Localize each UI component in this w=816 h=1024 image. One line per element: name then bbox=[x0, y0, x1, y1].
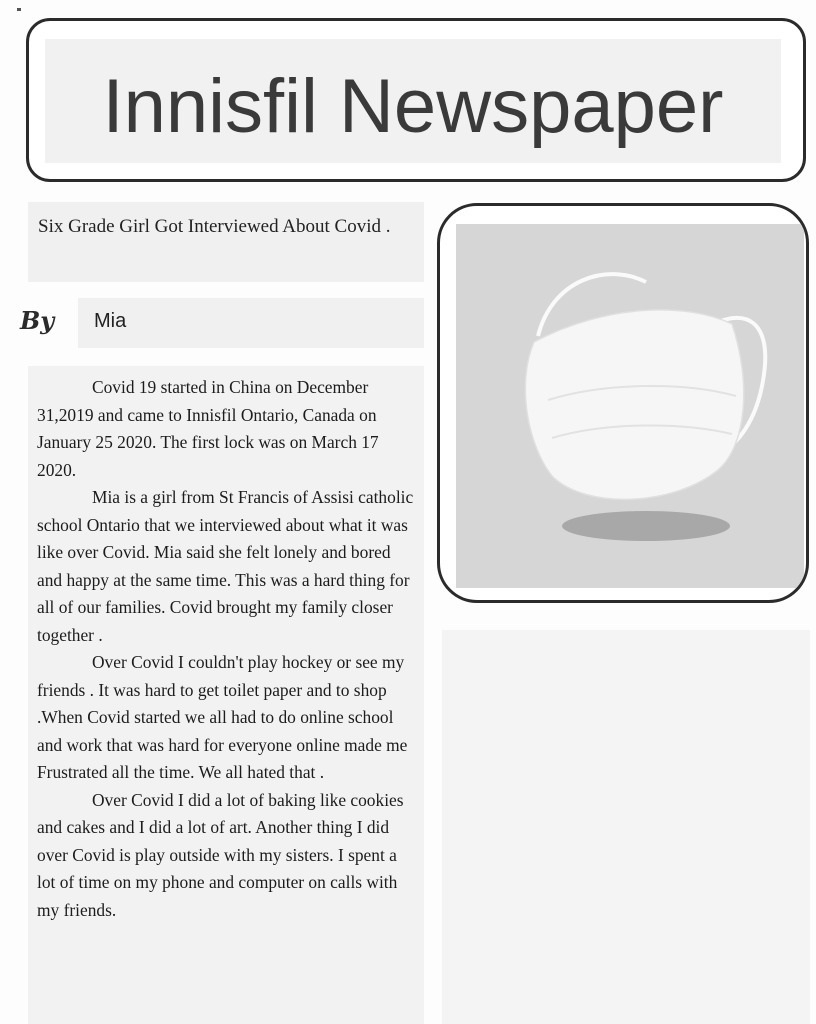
illustration-frame bbox=[437, 203, 809, 603]
scan-speck bbox=[17, 8, 21, 11]
masthead-background bbox=[45, 39, 781, 163]
article-body bbox=[28, 366, 424, 1024]
byline-mark: By bbox=[20, 306, 55, 335]
face-mask-icon bbox=[456, 224, 804, 588]
blank-panel bbox=[442, 630, 810, 1024]
headline-box bbox=[28, 202, 424, 282]
byline-box bbox=[78, 298, 424, 348]
paragraph: Over Covid I did a lot of baking like cookies and cakes and I did a lot of art. Another thing I did over Covid is play outside with my sisters. I spent a lot of time on my phone and computer on calls with my friends. bbox=[37, 789, 404, 920]
newspaper-title: Innisfil Newspaper bbox=[102, 64, 724, 149]
paragraph: Over Covid I couldn't play hockey or see my friends . It was hard to get toilet paper and to shop .When Covid started we all had to do online school and work that was hard for everyone online made me Frustrated all the time. We all hated that . bbox=[37, 652, 408, 782]
paragraph: Mia is a girl from St Francis of Assisi catholic school Ontario that we interviewed about what it was like over Covid. Mia said she felt lonely and bored and happy at the same time. This was a hard thing for all of our families. Covid brought my family closer together . bbox=[37, 487, 414, 645]
paragraph: Covid 19 started in China on December 31,2019 and came to Innisfil Ontario, Canada on January 25 2020. The first lock was on March 17 2020. bbox=[37, 377, 379, 480]
author-name: Mia bbox=[94, 310, 127, 332]
mask-body bbox=[525, 310, 743, 500]
article-headline: Six Grade Girl Got Interviewed About Covid . bbox=[38, 216, 391, 237]
masthead bbox=[26, 18, 806, 182]
mask-shadow bbox=[562, 511, 730, 541]
